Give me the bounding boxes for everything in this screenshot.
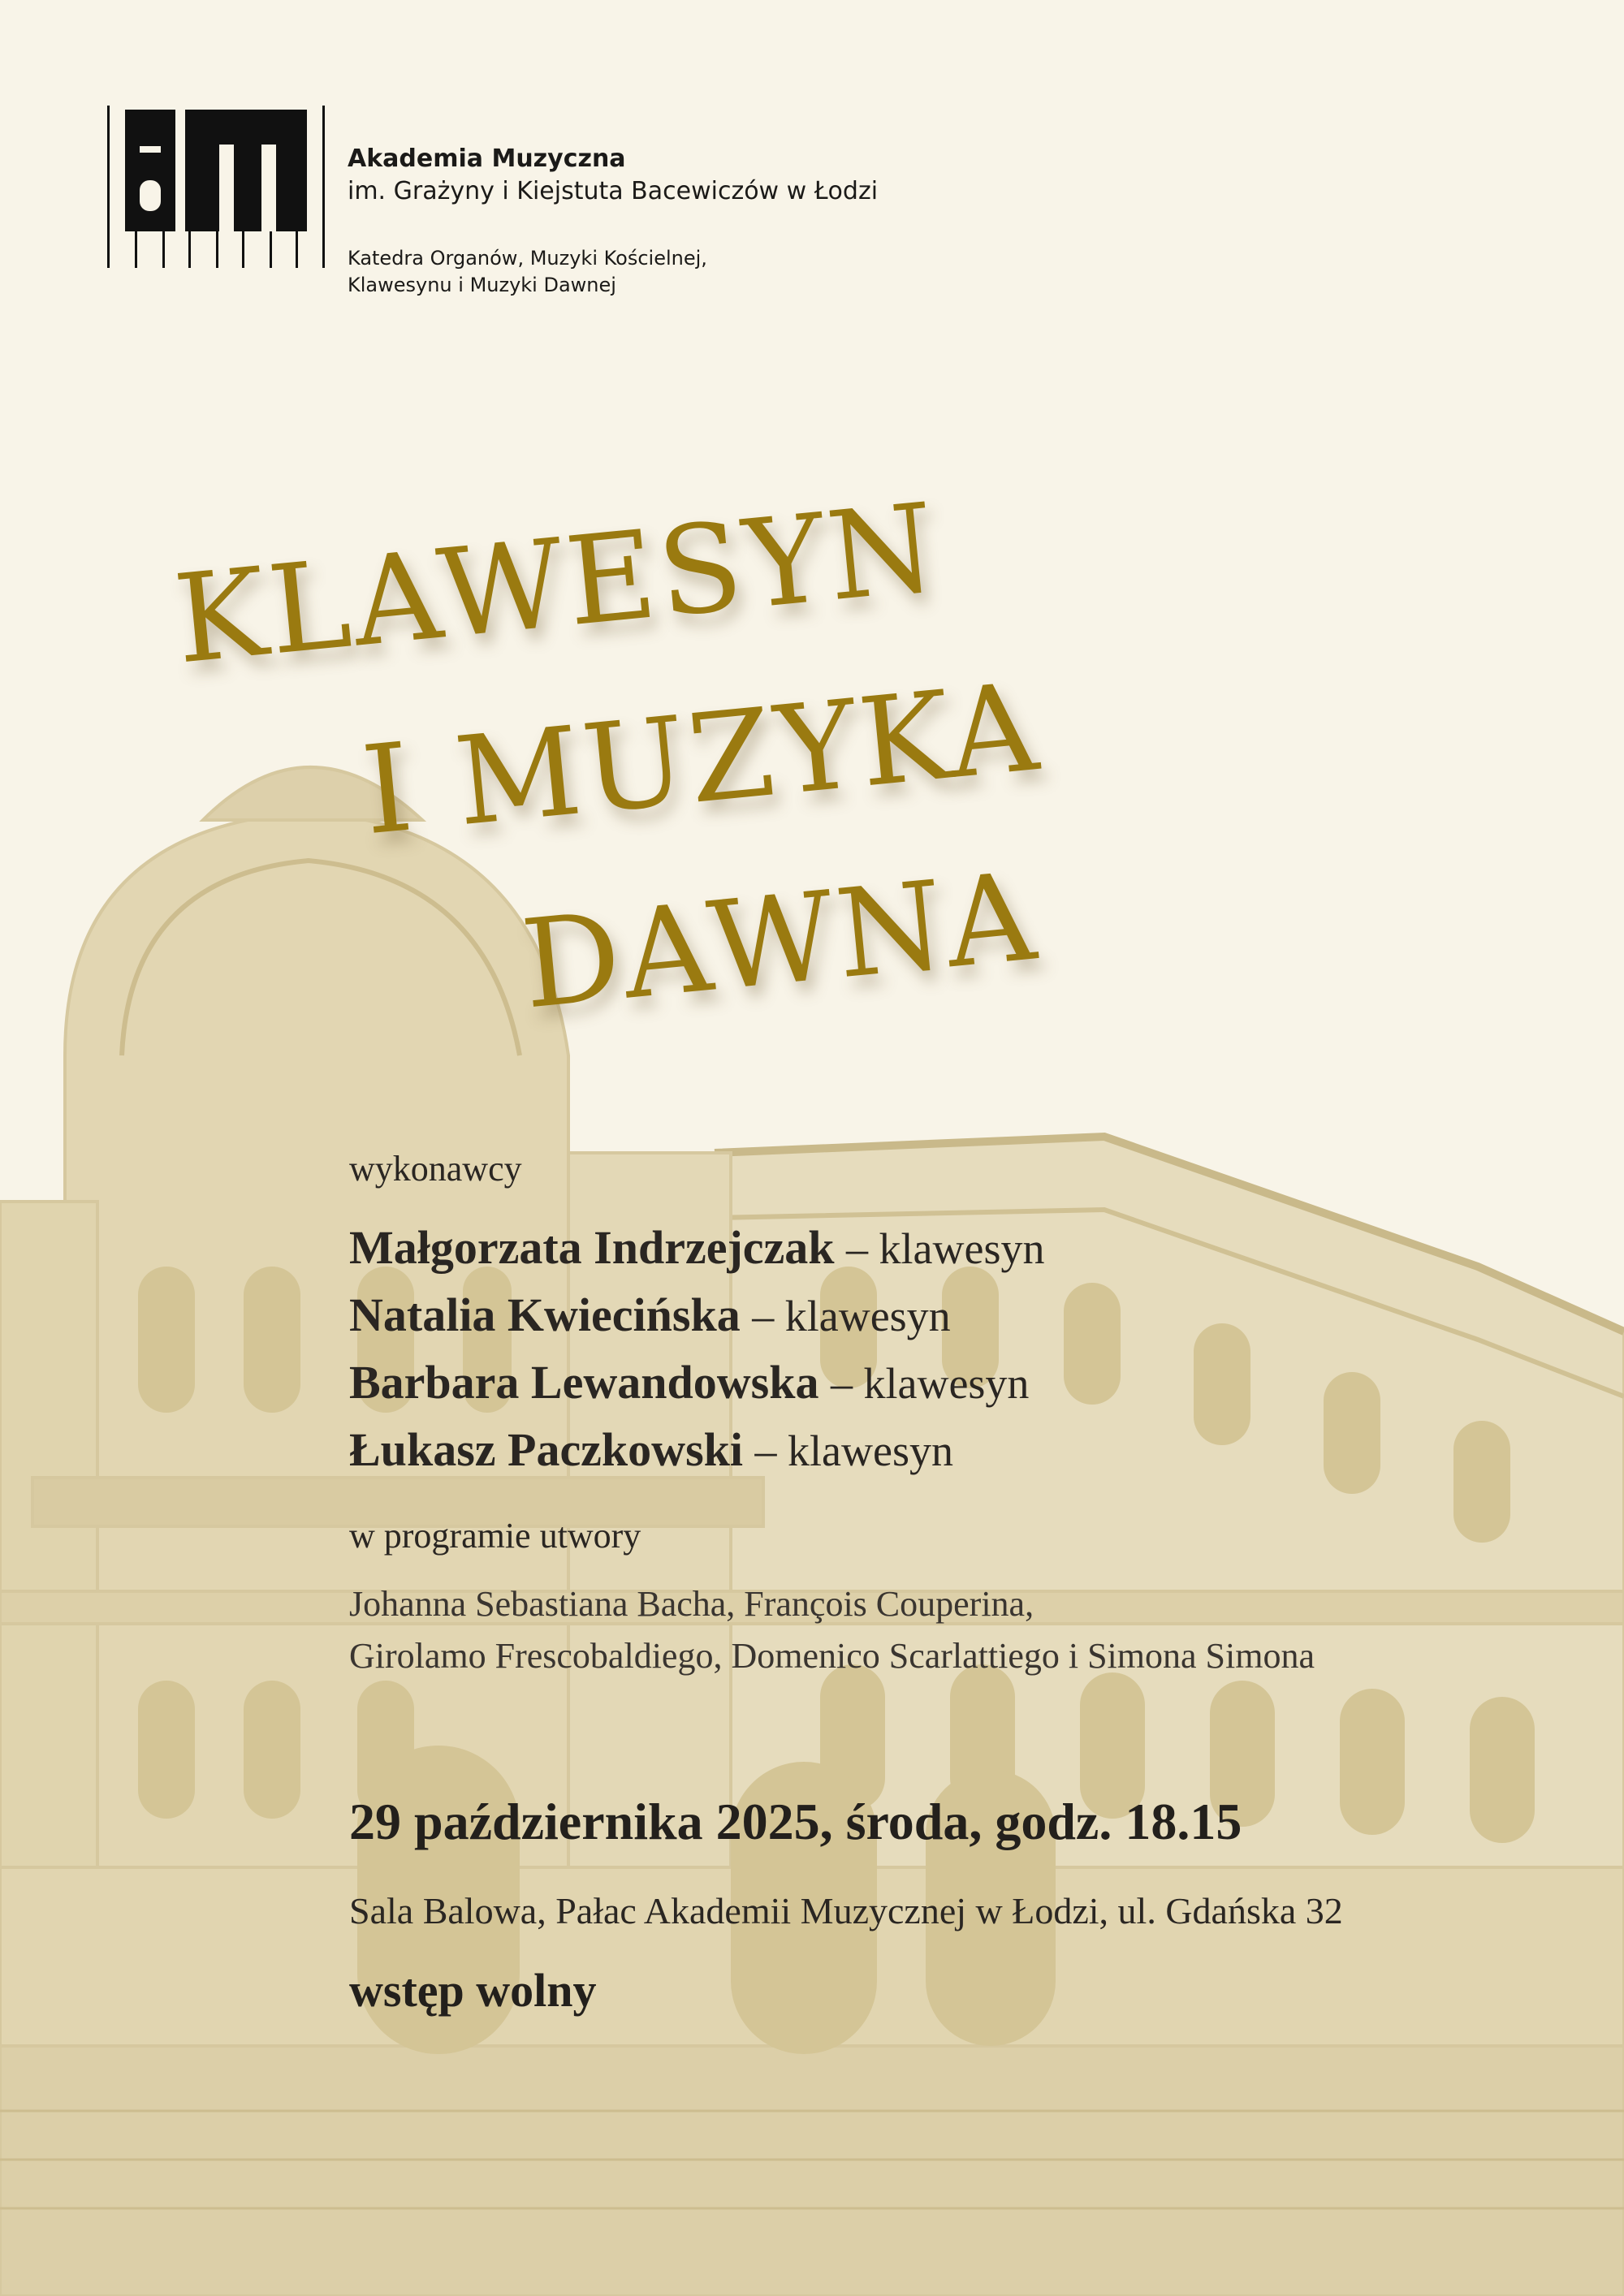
institution-header <box>348 143 878 208</box>
performer-role: – klawesyn <box>754 1426 953 1475</box>
performer-name: Łukasz Paczkowski <box>349 1423 744 1476</box>
program-works <box>349 1578 1600 1682</box>
department-line: Katedra Organów, Muzyki Kościelnej, <box>348 247 707 270</box>
performer-name: Natalia Kwiecińska <box>349 1288 741 1341</box>
performer <box>349 1282 1600 1349</box>
institution-subtitle: im. Grażyny i Kiejstuta Bacewiczów w Łodzi <box>348 177 879 205</box>
title-line: I MUZYKA <box>356 656 1047 863</box>
event-details <box>349 1145 1600 2020</box>
title-line: KLAWESYN <box>168 477 944 692</box>
event-entry: wstęp wolny <box>349 1964 597 2017</box>
performer-role: – klawesyn <box>752 1292 951 1340</box>
department <box>348 245 707 299</box>
performer <box>349 1215 1600 1282</box>
institution-name: Akademia Muzyczna <box>348 145 626 173</box>
performer-name: Barbara Lewandowska <box>349 1356 819 1409</box>
program-label: w programie utwory <box>349 1516 641 1556</box>
performer-role: – klawesyn <box>846 1224 1045 1273</box>
performer-name: Małgorzata Indrzejczak <box>349 1221 835 1274</box>
program-works-line: Girolamo Frescobaldiego, Domenico Scarlattiego i Simona Simona <box>349 1636 1315 1676</box>
performer <box>349 1349 1600 1417</box>
department-line: Klawesynu i Muzyki Dawnej <box>348 274 616 296</box>
program-works-line: Johanna Sebastiana Bacha, François Couperina, <box>349 1584 1034 1624</box>
performers-label: wykonawcy <box>349 1149 522 1189</box>
performer-role: – klawesyn <box>830 1359 1030 1408</box>
performer <box>349 1417 1600 1484</box>
poster-title <box>150 408 1466 1091</box>
title-line: DAWNA <box>516 846 1044 1037</box>
event-date: 29 października 2025, środa, godz. 18.15 <box>349 1793 1242 1850</box>
piano-keys-am-logo-icon <box>107 106 326 268</box>
performers-list <box>349 1215 1600 1484</box>
event-venue: Sala Balowa, Pałac Akademii Muzycznej w Łodzi, ul. Gdańska 32 <box>349 1890 1343 1931</box>
